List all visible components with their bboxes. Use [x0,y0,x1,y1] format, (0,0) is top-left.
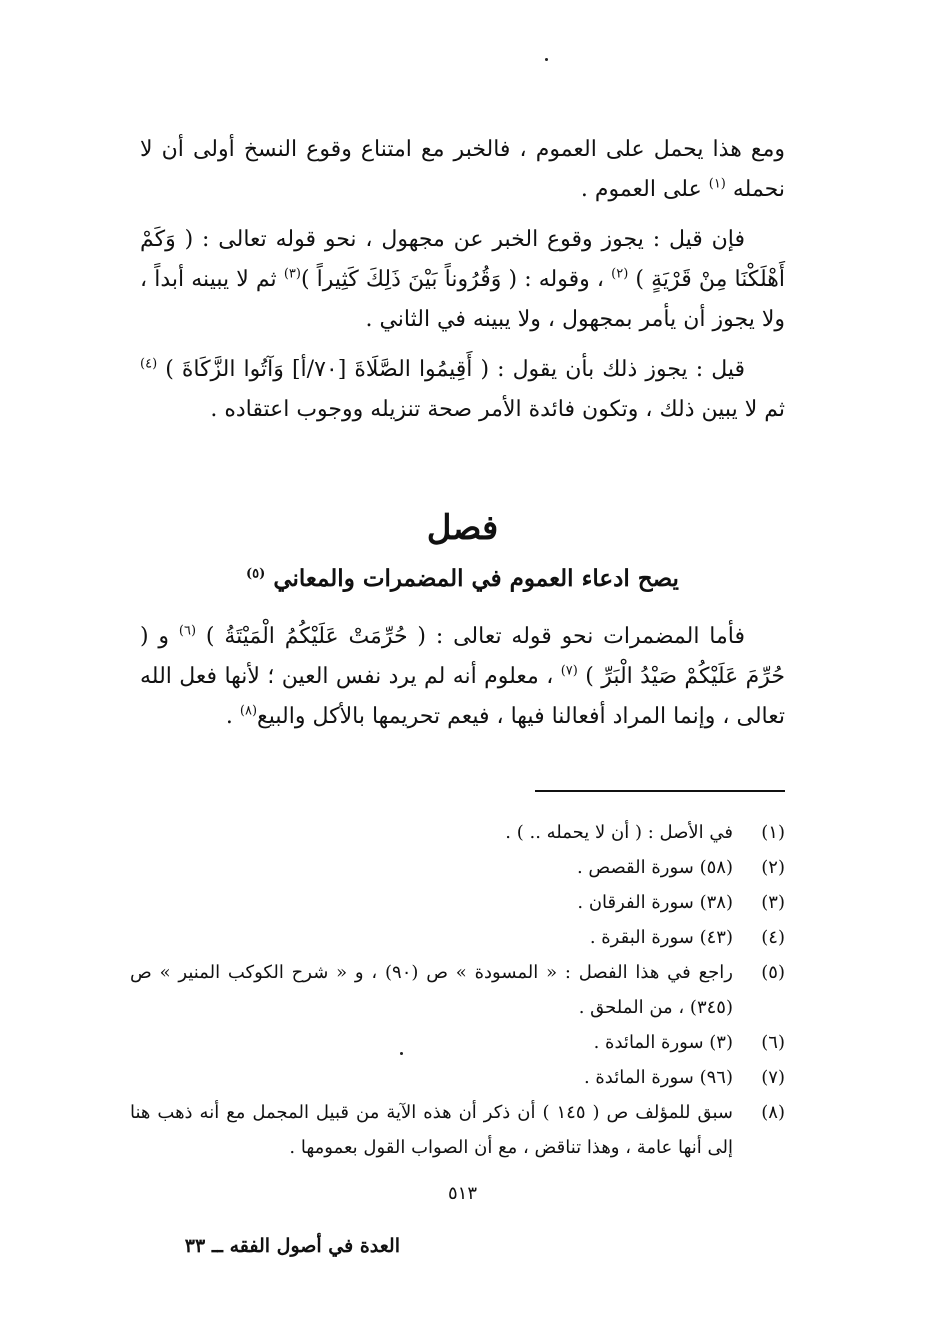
footnote-text: (٣٨) سورة الفرقان . [577,892,733,913]
footnote-item [130,955,785,1025]
footnote-ref[interactable]: (٣) [283,266,301,282]
footnote-ref[interactable]: (٨) [239,703,258,719]
footnote-item [130,885,785,920]
footnote-item [130,1025,785,1060]
paragraph-3: قيل : يجوز ذلك بأن يقول : ( أَقِيمُوا الصَّلَاةَ [٧٠/أ] وَآتُوا الزَّكَاةَ ) $^{(٤)}$ ثم لا يبين ذلك ، وتكون فائدة الأمر صحة تنزيله ووجوب اعتقاده . [140,356,785,422]
footnote-ref[interactable]: (٦) [178,623,197,639]
footnote-ref[interactable]: (٤) [140,356,158,372]
footnote-text: (٤٣) سورة البقرة . [589,927,733,948]
main-text-bottom [140,617,785,747]
page-number: ٥١٣ [447,1183,477,1204]
footnote-text: (٩٦) سورة المائدة . [583,1067,733,1088]
scan-speck [545,58,548,61]
footnote-text: سبق للمؤلف ص ( ١٤٥ ) أن ذكر أن هذه الآية من قبيل المجمل مع أنه ذهب هنا إلى أنها عامة ، وهذا تناقض ، مع أن الصواب القول بعمومها . [130,1102,733,1158]
footnote-ref[interactable]: (١) [708,176,726,192]
footnote-number: (٧) [761,1067,785,1088]
footnote-number: (٥) [761,962,785,983]
footnote-number: (٨) [761,1102,785,1123]
section-subtitle: يصح ادعاء العموم في المضمرات والمعاني $^{(٥)}$ [246,565,679,592]
footnote-text: (٥٨) سورة القصص . [576,857,733,878]
footnote-separator [535,790,785,792]
footnote-item [130,1095,785,1165]
footnote-item [130,815,785,850]
footnote-item [130,850,785,885]
footnote-number: (٢) [761,857,785,878]
footnote-ref[interactable]: (٧) [560,663,578,679]
section-title: فصل [426,508,499,548]
footnote-number: (٣) [761,892,785,913]
footnotes [130,815,785,1165]
main-text-top [140,130,785,440]
footnote-text: (٣) سورة المائدة . [593,1032,733,1053]
running-footer: العدة في أصول الفقه ــ ٣٣ [184,1235,400,1257]
footnote-text: راجع في هذا الفصل : « المسودة » ص (٩٠) ، و « شرح الكوكب المنير » ص (٣٤٥) ، من الملحق . [130,962,733,1018]
footnote-number: (٦) [761,1032,785,1053]
footnote-item [130,920,785,955]
footnote-ref[interactable]: (٢) [611,266,629,282]
footnote-number: (١) [761,822,785,843]
footnote-ref[interactable]: (٥) [246,566,266,582]
footnote-text: في الأصل : ( أن لا يحمله .. ) . [505,822,733,843]
paragraph-1: ومع هذا يحمل على العموم ، فالخبر مع امتناع وقوع النسخ أولى أن لا نحمله $^{(١)}$ على العموم . [140,137,785,202]
paragraph-2: فإن قيل : يجوز وقوع الخبر عن مجهول ، نحو قوله تعالى : ( وَكَمْ أَهْلَكْنَا مِنْ قَرْيَةٍ ) $^{(٢)}$ ، وقوله : ( وَقُرُوناً بَيْنَ ذَلِكَ كَثِيراً )$^{(٣)}$ ثم لا يبينه أبداً ، ولا يجوز أن يأمر بمجهول ، ولا يبينه في الثاني . [140,227,785,332]
footnote-item [130,1060,785,1095]
footnote-number: (٤) [761,927,785,948]
paragraph-4: فأما المضمرات نحو قوله تعالى : ( حُرِّمَتْ عَلَيْكُمُ الْمَيْتَةُ ) $^{(٦)}$ و ( حُرِّمَ عَلَيْكُمْ صَيْدُ الْبَرِّ ) $^{(٧)}$ ، معلوم أنه لم يرد نفس العين ؛ لأنها فعل الله تعالى ، وإنما المراد أفعالنا فيها ، فيعم تحريمها بالأكل والبيع$^{(٨)}$ . [140,623,785,729]
